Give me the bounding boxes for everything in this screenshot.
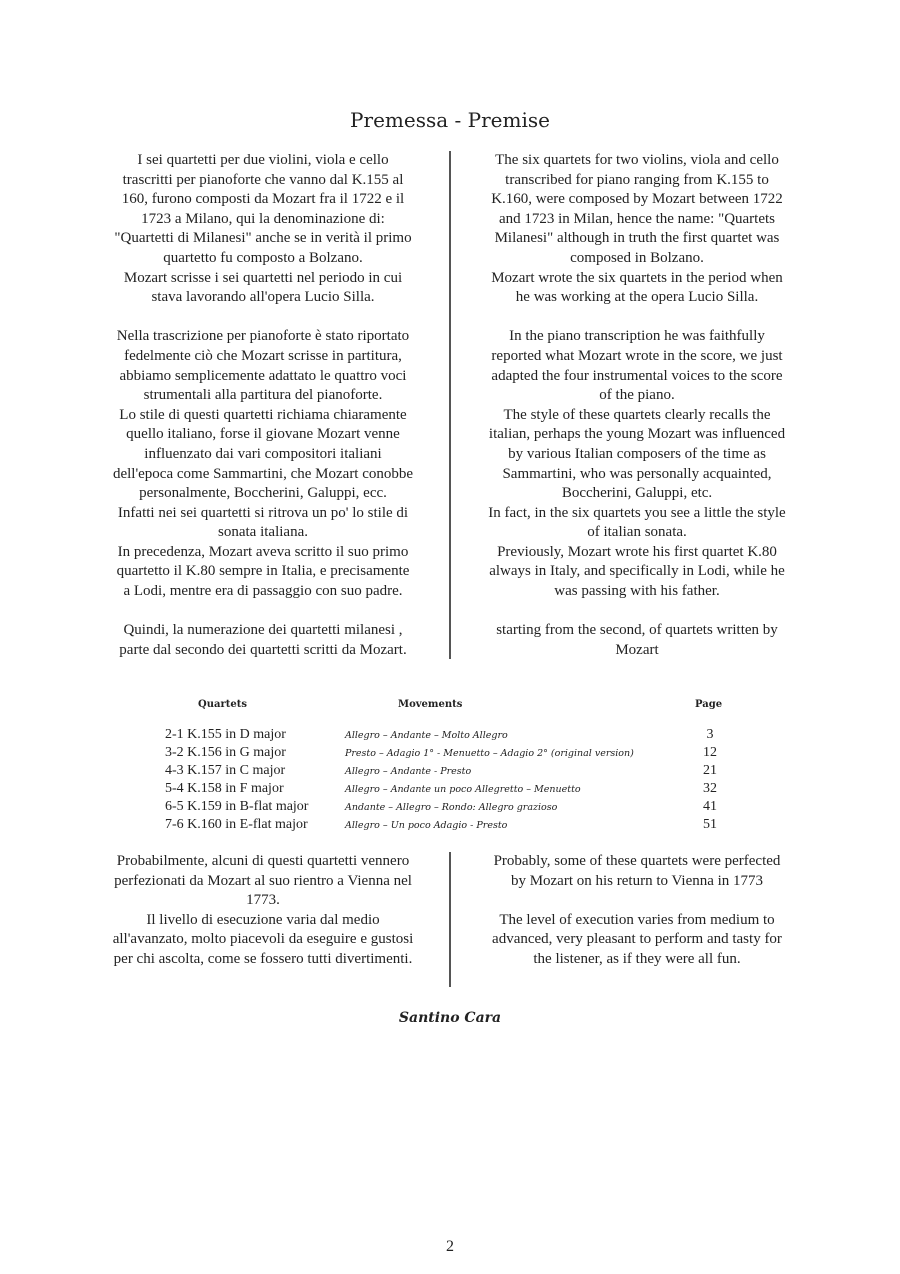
text-line: Previously, Mozart wrote his first quartet K.80: [497, 543, 777, 560]
text-line: was passing with his father.: [554, 583, 720, 600]
text-line: Probabilmente, alcuni di questi quartetti vennero: [116, 853, 410, 869]
text-line: "Quartetti di Milanesi" anche se in verità il primo: [114, 230, 412, 247]
text-line: advanced, very pleasant to perform and tasty for: [492, 931, 782, 948]
text-line: Mozart: [615, 641, 659, 658]
quartet-cell: 5-4 K.158 in F major: [165, 781, 284, 796]
page-title: Premessa - Premise: [350, 108, 550, 132]
movements-cell: Allegro – Andante - Presto: [345, 766, 472, 777]
intro-columns: [80, 151, 820, 660]
text-line: Milanesi" although in truth the first quartet was: [494, 230, 780, 247]
page-cell: 21: [703, 763, 717, 778]
text-line: 160, furono composti da Mozart fra il 1722 e il: [121, 191, 405, 208]
table-row: [165, 745, 735, 763]
table-row: [165, 817, 735, 835]
closing-columns: [80, 852, 820, 987]
text-line: stava lavorando all'opera Lucio Silla.: [151, 289, 375, 306]
movements-cell: Andante – Allegro – Rondo: Allegro grazioso: [345, 802, 558, 813]
text-line: the listener, as if they were all fun.: [533, 950, 741, 967]
column-divider: [449, 151, 451, 659]
quartet-cell: 3-2 K.156 in G major: [165, 745, 286, 760]
text-line: by Mozart on his return to Vienna in 1773: [510, 872, 764, 889]
text-line: perfezionati da Mozart al suo rientro a Vienna nel: [114, 872, 412, 889]
text-line: Sammartini, who was personally acquainted,: [502, 465, 772, 482]
text-line: starting from the second, of quartets written by: [496, 622, 778, 639]
text-line: composed in Bolzano.: [570, 249, 704, 266]
text-line: parte dal secondo dei quartetti scritti da Mozart.: [119, 641, 407, 658]
text-line: [80, 602, 446, 622]
text-line: reported what Mozart wrote in the score, we just: [491, 347, 783, 364]
header-movements: Movements: [398, 699, 463, 710]
text-line: [454, 308, 820, 328]
quartet-cell: 6-5 K.159 in B-flat major: [165, 799, 309, 814]
text-line: [454, 891, 820, 911]
text-line: Lo stile di questi quartetti richiama chiaramente: [119, 406, 407, 423]
text-line: Quindi, la numerazione dei quartetti milanesi ,: [123, 622, 403, 639]
movements-cell: Allegro – Andante – Molto Allegro: [345, 730, 508, 741]
text-line: always in Italy, and specifically in Lodi, while he: [489, 563, 785, 580]
table-header: [165, 697, 735, 727]
header-quartets: Quartets: [198, 699, 247, 710]
text-line: personalmente, Boccherini, Galuppi, ecc.: [139, 485, 387, 502]
column-divider: [449, 852, 451, 987]
text-line: a Lodi, mentre era di passaggio con suo padre.: [123, 583, 403, 600]
text-line: he was working at the opera Lucio Silla.: [515, 289, 759, 306]
text-line: adapted the four instrumental voices to the score: [491, 367, 783, 384]
italian-intro-text: [80, 151, 446, 660]
text-line: by various Italian composers of the time as: [508, 445, 766, 462]
page-cell: 41: [703, 799, 717, 814]
text-line: In the piano transcription he was faithfully: [509, 328, 765, 345]
text-line: The level of execution varies from medium to: [499, 911, 775, 928]
text-line: sonata italiana.: [218, 524, 308, 541]
page-cell: 51: [703, 817, 717, 832]
text-line: K.160, were composed by Mozart between 1722: [491, 191, 783, 208]
text-line: Infatti nei sei quartetti si ritrova un po' lo stile di: [117, 504, 409, 521]
text-line: influenzato dai vari compositori italiani: [144, 445, 382, 462]
table-row: [165, 763, 735, 781]
movements-cell: Allegro – Andante un poco Allegretto – Menuetto: [345, 784, 581, 795]
text-line: trascritti per pianoforte che vanno dal K.155 al: [122, 171, 404, 188]
text-line: I sei quartetti per due violini, viola e cello: [137, 152, 389, 168]
text-line: Boccherini, Galuppi, etc.: [561, 485, 713, 502]
text-line: quartetto il K.80 sempre in Italia, e precisamente: [116, 563, 410, 580]
page-number: 2: [446, 1238, 454, 1255]
text-line: Probably, some of these quartets were perfected: [493, 853, 781, 869]
text-line: Nella trascrizione per pianoforte è stato riportato: [116, 328, 410, 345]
english-closing-text: [454, 852, 820, 987]
page-cell: 12: [703, 745, 717, 760]
text-line: The six quartets for two violins, viola and cello: [495, 152, 779, 168]
text-line: all'avanzato, molto piacevoli da eseguire e gustosi: [112, 931, 414, 948]
text-line: italian, perhaps the young Mozart was influenced: [488, 426, 786, 443]
text-line: Mozart wrote the six quartets in the period when: [491, 269, 783, 286]
text-line: per chi ascolta, come se fossero tutti divertimenti.: [113, 950, 413, 967]
italian-closing-text: [80, 852, 446, 987]
text-line: quartetto fu composto a Bolzano.: [163, 249, 363, 266]
text-line: transcribed for piano ranging from K.155 to: [505, 171, 769, 188]
text-line: Il livello di esecuzione varia dal medio: [146, 911, 380, 928]
text-line: In precedenza, Mozart aveva scritto il suo primo: [117, 543, 409, 560]
text-line: quello italiano, forse il giovane Mozart venne: [126, 426, 400, 443]
header-page: Page: [695, 699, 723, 710]
text-line: of the piano.: [599, 387, 675, 404]
quartets-table: [165, 697, 735, 835]
movements-cell: Allegro – Un poco Adagio - Presto: [345, 820, 508, 831]
author-signature: Santino Cara: [398, 1010, 502, 1026]
quartet-cell: 4-3 K.157 in C major: [165, 763, 286, 778]
text-line: 1773.: [246, 892, 280, 909]
text-line: [454, 602, 820, 622]
movements-cell: Presto – Adagio 1° - Menuetto – Adagio 2° (original version): [345, 748, 634, 759]
quartet-cell: 2-1 K.155 in D major: [165, 727, 286, 742]
text-line: of italian sonata.: [587, 524, 687, 541]
table-row: [165, 781, 735, 799]
text-line: Mozart scrisse i sei quartetti nel periodo in cui: [123, 269, 403, 286]
text-line: dell'epoca come Sammartini, che Mozart conobbe: [112, 465, 414, 482]
text-line: strumentali alla partitura del pianoforte.: [143, 387, 383, 404]
text-line: The style of these quartets clearly recalls the: [503, 406, 771, 423]
text-line: In fact, in the six quartets you see a little the style: [488, 504, 786, 521]
quartet-cell: 7-6 K.160 in E-flat major: [165, 817, 308, 832]
text-line: and 1723 in Milan, hence the name: "Quartets: [498, 210, 776, 227]
text-line: [80, 308, 446, 328]
page-cell: 3: [706, 727, 714, 742]
table-row: [165, 799, 735, 817]
text-line: abbiamo semplicemente adattato le quattro voci: [119, 367, 407, 384]
english-intro-text: [454, 151, 820, 660]
text-line: fedelmente ciò che Mozart scrisse in partitura,: [124, 347, 402, 364]
table-body: [165, 727, 735, 835]
table-row: [165, 727, 735, 745]
text-line: 1723 a Milano, qui la denominazione di:: [141, 210, 385, 227]
page-cell: 32: [703, 781, 717, 796]
